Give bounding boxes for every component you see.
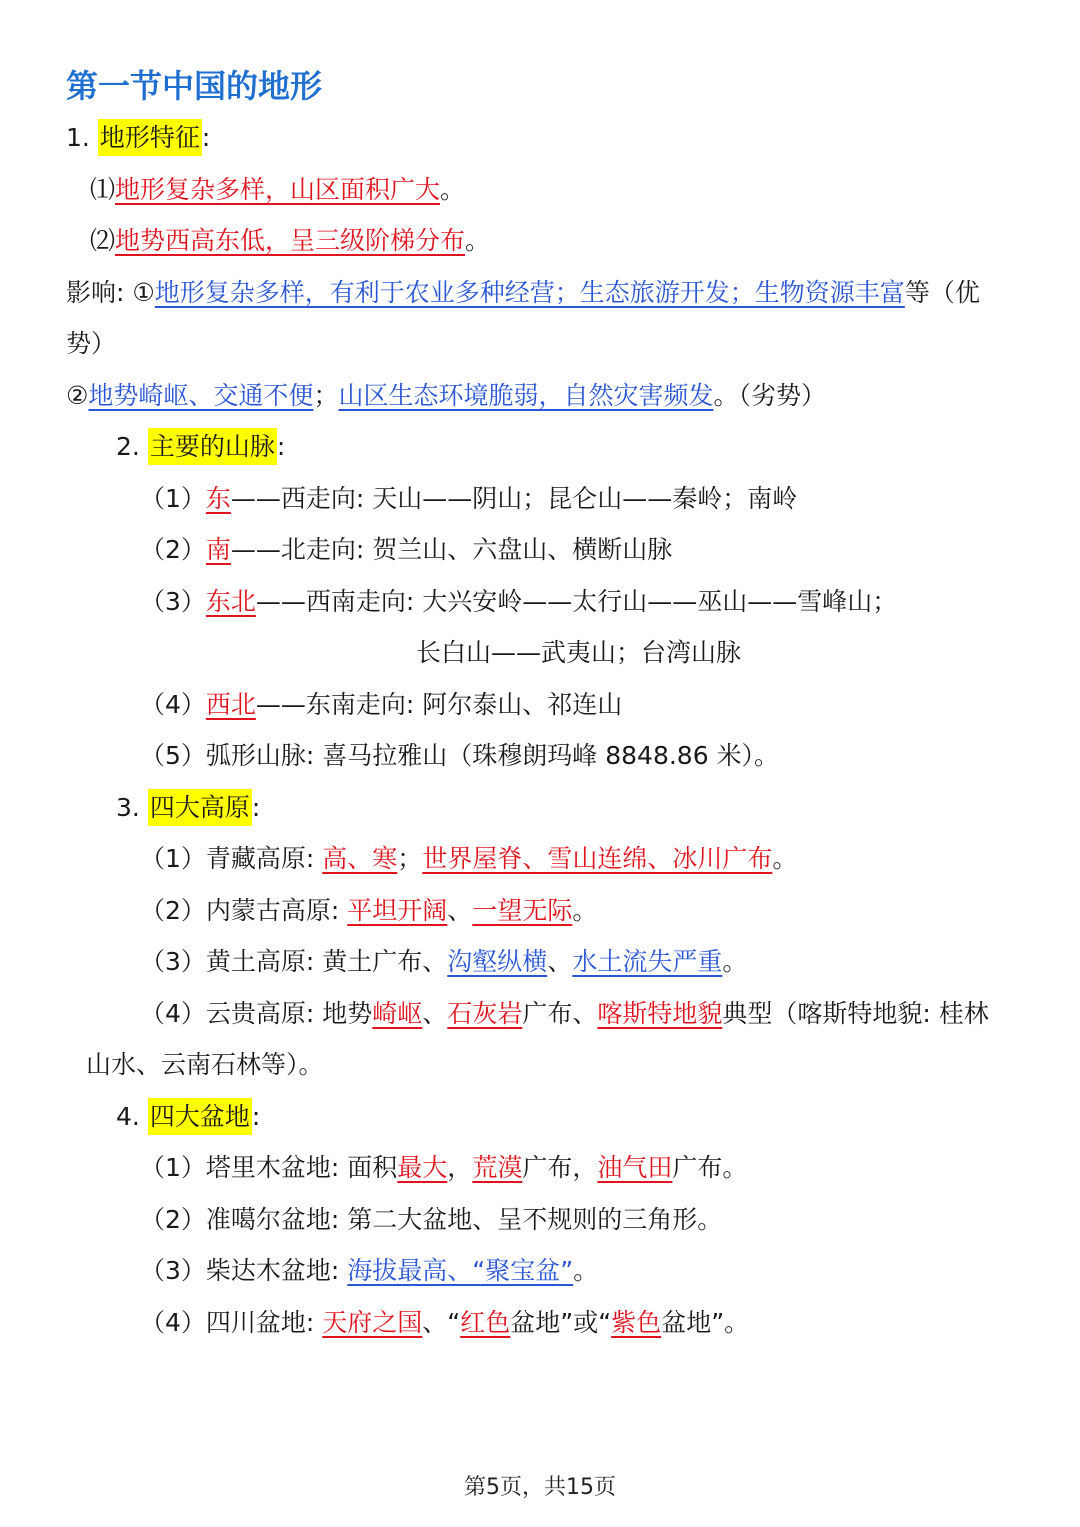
item-text: 广布。 <box>672 1153 748 1182</box>
page-title: 第一节中国的地形 <box>66 67 323 105</box>
section-1-heading <box>66 118 210 158</box>
item-prefix: （2）内蒙古高原: <box>140 896 348 925</box>
item-prefix: （1） <box>140 484 206 513</box>
item-text: ——西走向: 天山——阴山；昆仑山——秦岭；南岭 <box>230 484 798 513</box>
colon: : <box>251 1102 261 1131</box>
item-text: 广布、 <box>522 999 598 1028</box>
section-number: 3. <box>116 793 148 822</box>
item-prefix: （3）黄土高原: 黄土广布、 <box>140 947 448 976</box>
red-key-text: 南 <box>205 535 231 564</box>
colon: : <box>276 432 286 461</box>
red-key-text: 最大 <box>397 1153 448 1182</box>
section-4-heading <box>116 1097 260 1137</box>
s4-item-3 <box>140 1251 598 1291</box>
red-key-text: 天府之国 <box>322 1308 423 1337</box>
punct: ； <box>397 844 423 873</box>
blue-key-text: 地势崎岖、交通不便 <box>88 381 314 410</box>
item-text: 典型（喀斯特地貌: 桂林 <box>722 999 989 1028</box>
s3-item-4 <box>140 994 989 1034</box>
punct: 、 <box>422 999 448 1028</box>
punct: ， <box>447 1153 473 1182</box>
section-3-heading <box>116 788 260 828</box>
s1-impact-1 <box>66 273 980 313</box>
red-key-text: 一望无际 <box>472 896 573 925</box>
s1-item-1 <box>90 170 465 210</box>
punct: ； <box>313 381 339 410</box>
punct: 、 <box>547 947 573 976</box>
impact-prefix: 影响: ① <box>66 278 155 307</box>
red-key-text: 崎岖 <box>372 999 423 1028</box>
impact-suffix: 。（劣势） <box>713 381 826 410</box>
highlighted-heading: 四大盆地 <box>148 1098 252 1135</box>
item-prefix: （3） <box>140 587 206 616</box>
impact-prefix: ② <box>66 381 89 410</box>
blue-key-text: 山区生态环境脆弱，自然灾害频发 <box>338 381 714 410</box>
highlighted-heading: 主要的山脉 <box>148 428 277 465</box>
item-text: 广布， <box>522 1153 598 1182</box>
red-key-text: 东 <box>205 484 231 513</box>
section-2-heading <box>116 427 285 467</box>
s3-item-1 <box>140 839 797 879</box>
red-key-text: 地势西高东低，呈三级阶梯分布 <box>115 226 466 255</box>
item-text: ——西南走向: 大兴安岭——太行山——巫山——雪峰山； <box>255 587 898 616</box>
punct: 。 <box>573 1256 599 1285</box>
s4-item-4 <box>140 1303 749 1343</box>
item-prefix: ⑴ <box>90 175 116 204</box>
red-key-text: 高、寒 <box>322 844 398 873</box>
red-key-text: 油气田 <box>597 1153 673 1182</box>
s2-item-4 <box>140 685 622 725</box>
s2-item-2 <box>140 530 672 570</box>
punct: 、“ <box>422 1308 461 1337</box>
highlighted-heading: 四大高原 <box>148 789 252 826</box>
s2-item-3 <box>140 582 897 622</box>
item-prefix: ⑵ <box>90 226 116 255</box>
blue-key-text: 地形复杂多样，有利于农业多种经营；生态旅游开发；生物资源丰富 <box>154 278 905 307</box>
blue-key-text: 沟壑纵横 <box>447 947 548 976</box>
s2-item-5: （5）弧形山脉: 喜马拉雅山（珠穆朗玛峰 8848.86 米）。 <box>140 741 780 770</box>
item-prefix: （2） <box>140 535 206 564</box>
red-key-text: 红色 <box>460 1308 511 1337</box>
punct: 。 <box>465 226 491 255</box>
s3-item-2 <box>140 891 597 931</box>
item-prefix: （4） <box>140 690 206 719</box>
section-number: 2. <box>116 432 148 461</box>
s3-item-4-cont: 山水、云南石林等）。 <box>86 1050 324 1079</box>
impact-suffix: 等（优 <box>904 278 980 307</box>
item-prefix: （4）云贵高原: 地势 <box>140 999 373 1028</box>
s2-item-3-cont: 长白山——武夷山；台湾山脉 <box>416 638 742 667</box>
punct: 。 <box>572 896 598 925</box>
punct: 。 <box>772 844 798 873</box>
item-text: 盆地”或“ <box>510 1308 612 1337</box>
red-key-text: 平坦开阔 <box>347 896 448 925</box>
red-key-text: 地形复杂多样，山区面积广大 <box>115 175 441 204</box>
red-key-text: 世界屋脊、雪山连绵、冰川广布 <box>422 844 773 873</box>
colon: : <box>201 123 211 152</box>
s1-item-2 <box>90 221 490 261</box>
s4-item-2: （2）准噶尔盆地: 第二大盆地、呈不规则的三角形。 <box>140 1205 723 1234</box>
s1-impact-2 <box>66 376 826 416</box>
red-key-text: 东北 <box>205 587 256 616</box>
item-text: 盆地”。 <box>661 1308 750 1337</box>
item-prefix: （3）柴达木盆地: <box>140 1256 348 1285</box>
section-number: 1. <box>66 123 98 152</box>
item-prefix: （1）青藏高原: <box>140 844 323 873</box>
red-key-text: 石灰岩 <box>447 999 523 1028</box>
punct: 、 <box>447 896 473 925</box>
blue-key-text: 海拔最高、“聚宝盆” <box>347 1256 574 1285</box>
item-prefix: （4）四川盆地: <box>140 1308 323 1337</box>
s2-item-1 <box>140 479 797 519</box>
item-prefix: （1）塔里木盆地: 面积 <box>140 1153 398 1182</box>
red-key-text: 紫色 <box>611 1308 662 1337</box>
item-text: ——东南走向: 阿尔泰山、祁连山 <box>255 690 623 719</box>
s4-item-1 <box>140 1148 747 1188</box>
page-footer: 第5页，共15页 <box>464 1475 616 1500</box>
red-key-text: 荒漠 <box>472 1153 523 1182</box>
blue-key-text: 水土流失严重 <box>572 947 723 976</box>
punct: 。 <box>440 175 466 204</box>
s1-impact-1-cont: 势） <box>66 329 117 358</box>
colon: : <box>251 793 261 822</box>
s3-item-3 <box>140 942 747 982</box>
punct: 。 <box>722 947 748 976</box>
highlighted-heading: 地形特征 <box>98 119 202 156</box>
red-key-text: 西北 <box>205 690 256 719</box>
item-text: ——北走向: 贺兰山、六盘山、横断山脉 <box>230 535 673 564</box>
red-key-text: 喀斯特地貌 <box>597 999 723 1028</box>
section-number: 4. <box>116 1102 148 1131</box>
